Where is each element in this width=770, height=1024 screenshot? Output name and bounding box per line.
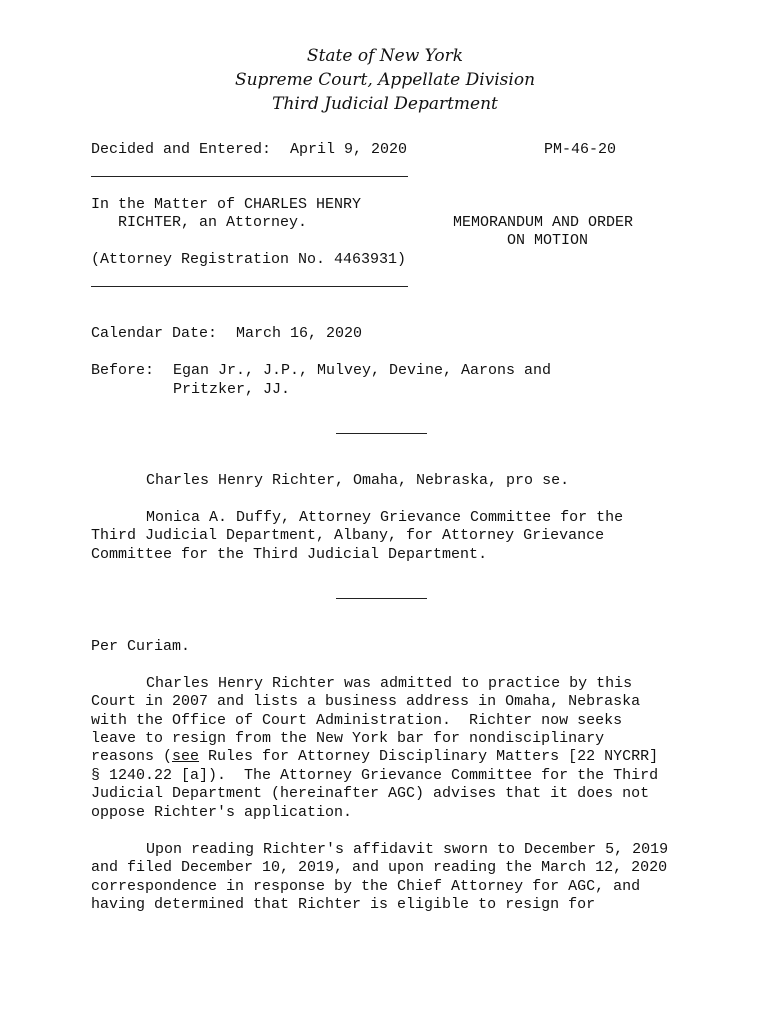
matter-line-1: In the Matter of CHARLES HENRY bbox=[91, 196, 362, 213]
opinion-p2-line-1: Upon reading Richter's affidavit sworn to December 5, 2019 bbox=[146, 841, 669, 858]
before-justices-line-2: Pritzker, JJ. bbox=[173, 381, 291, 398]
opinion-p1-line-5-pre: reasons ( bbox=[91, 748, 173, 765]
appearance-agc-line-1: Monica A. Duffy, Attorney Grievance Committee for the bbox=[146, 509, 624, 526]
appearance-agc-line-3: Committee for the Third Judicial Department. bbox=[91, 546, 488, 563]
calendar-date: March 16, 2020 bbox=[236, 325, 363, 342]
opinion-p1-line-5 bbox=[91, 748, 658, 766]
section-divider-1 bbox=[336, 433, 427, 434]
docket-number: PM-46-20 bbox=[544, 141, 617, 158]
court-state: State of New York bbox=[306, 46, 464, 66]
opinion-p2-line-3: correspondence in response by the Chief Attorney for AGC, and bbox=[91, 878, 641, 895]
opinion-p1-line-3: with the Office of Court Administration. Richter now seeks bbox=[91, 712, 623, 729]
matter-line-2: RICHTER, an Attorney. bbox=[118, 214, 308, 231]
opinion-p2-line-4: having determined that Richter is eligible to resign for bbox=[91, 896, 596, 913]
caption-rule-bottom bbox=[91, 286, 408, 287]
calendar-label: Calendar Date: bbox=[91, 325, 218, 342]
per-curiam-heading: Per Curiam. bbox=[91, 638, 191, 655]
court-header bbox=[0, 44, 770, 116]
opinion-p1-line-7: Judicial Department (hereinafter AGC) advises that it does not bbox=[91, 785, 650, 802]
decided-date: April 9, 2020 bbox=[290, 141, 408, 158]
before-justices-line-1: Egan Jr., J.P., Mulvey, Devine, Aarons and bbox=[173, 362, 552, 379]
see-signal: see bbox=[172, 748, 200, 765]
court-department: Third Judicial Department bbox=[272, 94, 498, 114]
opinion-p1-line-8: oppose Richter's application. bbox=[91, 804, 353, 821]
opinion-p1-line-5-post: Rules for Attorney Disciplinary Matters [22 NYCRR] bbox=[199, 748, 659, 765]
before-label: Before: bbox=[91, 362, 155, 379]
decided-label: Decided and Entered: bbox=[91, 141, 272, 158]
opinion-p1-line-4: leave to resign from the New York bar for nondisciplinary bbox=[91, 730, 605, 747]
opinion-p1-line-6: § 1240.22 [a]). The Attorney Grievance Committee for the Third bbox=[91, 767, 659, 784]
order-title-line-1: MEMORANDUM AND ORDER bbox=[453, 214, 634, 231]
order-title-line-2: ON MOTION bbox=[507, 232, 589, 249]
opinion-p1-line-2: Court in 2007 and lists a business address in Omaha, Nebraska bbox=[91, 693, 641, 710]
opinion-p1-line-1: Charles Henry Richter was admitted to practice by this bbox=[146, 675, 633, 692]
section-divider-2 bbox=[336, 598, 427, 599]
appearance-pro-se: Charles Henry Richter, Omaha, Nebraska, pro se. bbox=[146, 472, 570, 489]
opinion-p2-line-2: and filed December 10, 2019, and upon reading the March 12, 2020 bbox=[91, 859, 668, 876]
court-name: Supreme Court, Appellate Division bbox=[234, 70, 536, 90]
appearance-agc-line-2: Third Judicial Department, Albany, for Attorney Grievance bbox=[91, 527, 605, 544]
registration-number: (Attorney Registration No. 4463931) bbox=[91, 251, 407, 268]
caption-rule-top bbox=[91, 176, 408, 177]
